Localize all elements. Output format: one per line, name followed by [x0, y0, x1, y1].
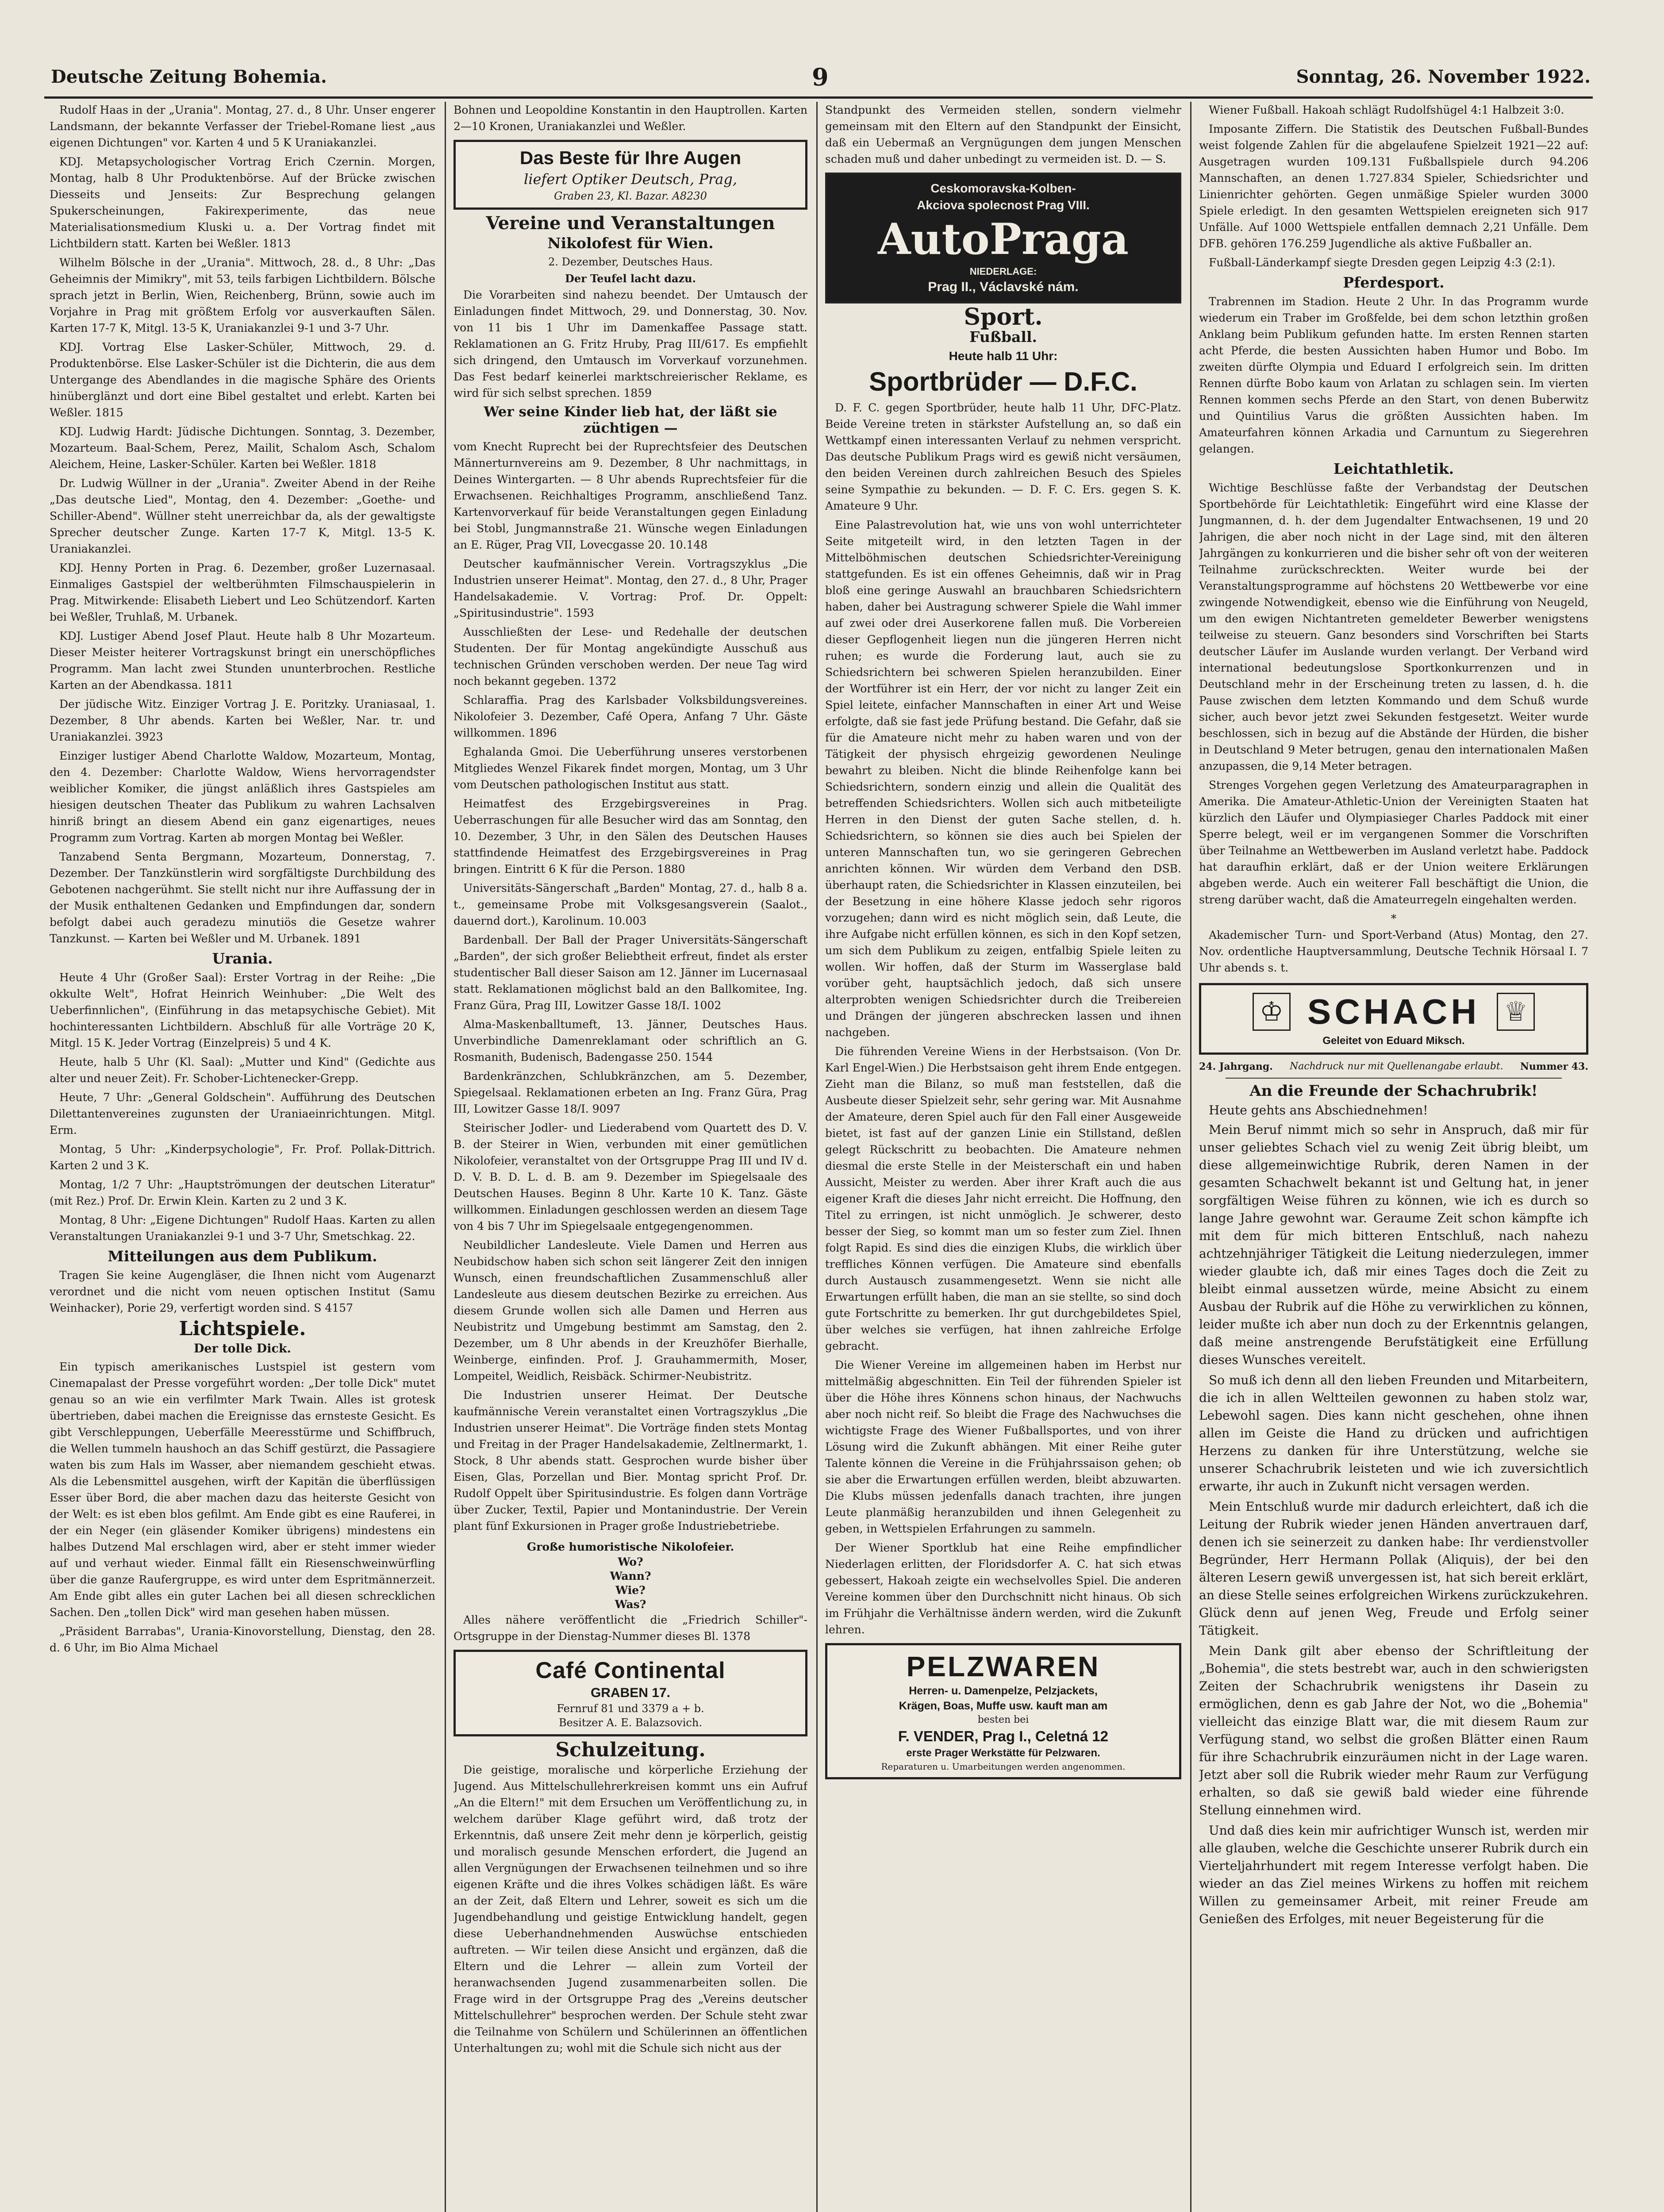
notice: Tanzabend Senta Bergmann, Mozarteum, Donnerstag, 7. Dezember. Der Tanzkünstlerin wird sorgfältigste Durchbildung des Gebotenen nachgerühmt. Sie stellt nicht nur ihre Auffassung der in der Musik enthaltenen Gedanken und Empfindungen dar, sondern befolgt dabei auch geradezu minutiös die Gesetze wahrer Tanzkunst. — Karten bei Weßler und M. Urbanek. 1891 — [50, 850, 435, 945]
notice: Wilhelm Bölsche in der „Urania". Mittwoch, 28. d., 8 Uhr: „Das Geheimnis der Mimikry", mit 53, teils farbigen Lichtbildern. Bölsche sprach jetzt in Berlin, Wien, Reichenberg, Brünn, sowie auch im Vorjahre in Prag mit größtem Erfolg vor ausverkauften Sälen. Karten 17-7 K, Mitgl. 13-5 K, Uraniakanzlei 9-1 und 3-7 Uhr. — [50, 256, 435, 334]
notice: Dr. Ludwig Wüllner in der „Urania". Zweiter Abend in der Reihe „Das deutsche Lied", Montag, den 4. Dezember: „Goethe- und Schiller-Abend". Wüllner steht unerreichbar da, als der gewaltigste Sprecher deutscher Zunge. Karten 17-7 K, Mitgl. 13-5 K. Uraniakanzlei. — [50, 477, 435, 555]
article-text: Der Wiener Sportklub hat eine Reihe empfindlicher Niederlagen erlitten, der Floridsdorfer A. C. hat sich etwas gebessert, Hakoah zeigte ein wechselvolles Spiel. Die anderen Vereine kommen über den Durchschnitt nicht hinaus. Ob sich im Frühjahr die Verhältnisse ändern werden, wird die Zukunft lehren. — [825, 1541, 1181, 1636]
article-title: Wer seine Kinder lieb hat, der läßt sie züchtigen — — [484, 404, 777, 436]
ad-label: NIEDERLAGE: — [969, 266, 1037, 277]
notice: KDJ. Ludwig Hardt: Jüdische Dichtungen. Sonntag, 3. Dezember, Mozarteum. Baal-Schem, Perez, Mailit, Schalom Asch, Schalom Aleichem, Heine, Lasker-Schüler. Karten bei Weßler. 1818 — [50, 425, 435, 471]
article-text: Eine Palastrevolution hat, wie uns von wohl unterrichteter Seite mitgeteilt wird, in den letzten Tagen in der Mittelböhmischen deutschen Schiedsrichter-Vereinigung stattgefunden. Es ist ein offenes Geheimnis, daß wir in Prag bloß eine geringe Auswahl an brauchbaren Schiedsrichtern haben, daher bei Austragung schwerer Spiele die Wahl immer auf zwei oder drei Auserkorene fallen muß. Die Vorbereien dieser Gepflogenheit liegen nun die jüngeren Herren nicht ruhen; es wurde die Forderung laut, auch sie zu Schiedsrichtern bei schweren Spielen heranzubilden. Einer der Wortführer ist ein Herr, der vor nicht zu langer Zeit ein Spiel leitete, einfacher Mannschaften in einer Art und Weise erfolgte, daß sie fast jede Prüfung bestand. Die Gefahr, daß sie für die Amateure nicht mehr zu haben waren und von der Tätigkeit der physisch ehrgeizig gewordenen Neulinge bewahrt zu bleiben. Nicht die blinde Reihenfolge kann bei Schiedsrichtern, sondern einzig und allein die Qualität des betreffenden Schiedsrichters. Wollen sich auch mitbeteiligte Herren in den Dienst der guten Sache stellen, d. h. Schiedsrichtern, so können sie dies auch bei Spielen der unteren Mannschaften tun, wo sie geringeren Gebrechen anrichten können. Wir würden dem Verband den DSB. überhaupt raten, die Schiedsrichter in Klassen einzuteilen, bei der Besetzung in eine höhere Klasse jedoch sehr rigoros vorzugehen; dann wird es nicht möglich sein, daß Leute, die ihre Aufgabe nicht erfüllen können, es sich in den Kopf setzen, um sich dem Publikum zu zeigen, entfalbig Spiele leiten zu wollen. Wir hoffen, daß der Sturm im Wasserglase bald vorüber geht, hauptsächlich jedoch, daß sich unsere alterprobten wenigen Schiedsrichter durch die Treibereien und Drängen der jüngeren abschrecken lassen und ihnen nachgeben. — [825, 518, 1181, 1039]
article-text: Und daß dies kein mir aufrichtiger Wunsch ist, werden mir alle glauben, welche die Geschichte unserer Rubrik durch ein Vierteljahrhundert mit regem Interesse verfolgt haben. Die wieder an das Ziel meines Wirkens zu hoffen mit reichem Willen zu gemeinsamer Arbeit, mit reiner Freude am Genießen des Erfolges, mit neuer Begeisterung für die — [1199, 1823, 1588, 1926]
article-text: Wichtige Beschlüsse faßte der Verbandstag der Deutschen Sportbehörde für Leichtathletik: Eingeführt wird eine Klasse der Jungmannen, d. h. der dem Jugendalter Entwachsenen, 19 und 20 Jahrigen, die aber noch nicht in der Lage sind, mit den älteren Jahrgängen zu konkurrieren und die bisher sehr oft von der weiteren Teilnahme zurückschreckten. Weiter wurde bei der Veranstaltungsprogramme auf höchstens 20 Wettbewerbe vor eine zwingende Notwendigkeit, ebenso wie die Einführung von Neugeld, um den ewigen Nichtantreten gemeldeter Bewerber wenigstens teilweise zu steuern. Ganz besonders sind Vorschriften bei Starts deutscher Läufer im Auslande wurden verlangt. Der Verband wird international bedeutungslose Sportkonkurrenzen und in Deutschland mehr in der Erscheinung treten zu lassen, d. h. die Pause zwischen dem letzten Kommando und dem Schuß wurde sicher, auch bevor jetzt zwei Sekunden festgesetzt. Weiter wurde beschlossen, sich in bezug auf die Abstände der Hürden, die bisher in Deutschland 9 Meter betrugen, genau den internationalen Maßen anzupassen, die 9,14 Meter betragen. — [1199, 481, 1588, 772]
article-title: Der tolle Dick. — [193, 1342, 291, 1356]
article-title: Nikolofest für Wien. — [547, 234, 714, 252]
ad-company: Akciova spolecnost Prag VIII. — [917, 198, 1090, 212]
notice: Alles nähere veröffentlicht die „Friedrich Schiller"-Ortsgruppe in der Dienstag-Nummer dieses Bl. 1378 — [453, 1613, 807, 1643]
issue-number: Nummer 43. — [1520, 1061, 1588, 1072]
section-heading-lichtspiele: Lichtspiele. — [179, 1317, 306, 1340]
notice: KDJ. Vortrag Else Lasker-Schüler, Mittwoch, 29. d. Produktenbörse. Else Lasker-Schüler ist die Dichterin, die aus dem Untergange des Abendlandes in die magische Sphäre des Orients hinüberglänzt und dort eine Bibel gestaltet und erlebt. Karten bei Weßler. 1815 — [50, 341, 435, 419]
notice: „Präsident Barrabas", Urania-Kinovorstellung, Dienstag, den 28. d. 6 Uhr, im Bio Alma Michael — [50, 1625, 435, 1654]
article-text: So muß ich denn all den lieben Freunden und Mitarbeitern, die ich in allen Weltteilen gewonnen zu haben stolz war, Lebewohl sagen. Dies kann nicht geschehen, ohne ihnen allen im Geiste die Hand zu drücken und aufrichtigen Herzens zu danken für ihre Unterstützung, welche sie unserer Schachrubrik leisteten und wie ich zuversichtlich erwarte, ihr auch in Zukunft nicht versagen werden. — [1199, 1373, 1588, 1494]
article-text: Trabrennen im Stadion. Heute 2 Uhr. In das Programm wurde wiederum ein Traber im Großfelde, bei dem schon letzthin großen Anklang beim Publikum gefunden hatte. Im ersten Rennen starten acht Pferde, die besten Aussichten haben Humor und Bobo. Im zweiten dürfte Olympia und Eduard I erfolgreich sein. Im dritten Rennen dürfte Bobo kaum von Arlatan zu schlagen sein. Im vierten Rennen kommen sechs Pferde an den Start, von denen Buberwitz und Quintilius Varus die größten Aussichten haben. Im Amateurfahren können Arkadia und Carnuntum zu Siegerehren gelangen. — [1199, 295, 1588, 455]
notice: Fußball-Länderkampf siegte Dresden gegen Leipzig 4:3 (2:1). — [1209, 256, 1556, 269]
notice: Heimatfest des Erzgebirgsvereines in Prag. Ueberraschungen für alle Besucher wird das am Sonntag, den 10. Dezember, 3 Uhr, in den Sälen des Deutschen Hauses stattfindende Heimatfest des Erzgebirgsvereines in Prag bringen. Eintritt 6 K für die Person. 1880 — [453, 797, 807, 876]
ad-title: Das Beste für Ihre Augen — [519, 147, 742, 168]
ad-line: Herren- u. Damenpelze, Pelzjackets, — [909, 1685, 1098, 1697]
column-4 — [1199, 102, 1588, 2212]
notice: KDJ. Henny Porten in Prag. 6. Dezember, großer Luzernasaal. Einmaliges Gastspiel der weltberühmten Filmschauspielerin in Prag. Mitwirkende: Elisabeth Liebert und Leo Schützendorf. Karten bei Weßler, Truhlaß, M. Urbanek. — [50, 561, 435, 623]
article-text: Strenges Vorgehen gegen Verletzung des Amateurparagraphen in Amerika. Die Amateur-Athletic-Union der Vereinigten Staaten hat kürzlich den Läufer und Olympiasieger Charles Paddock mit einer Sperre belegt, weil er im vergangenen Sommer die Vorschriften über Teilnahme an Wettbewerben im Ausland verletzt habe. Paddock hat daraufhin erklärt, daß er der Union weitere Erklärungen abgeben werde. Auch ein weiterer Fall beschäftigt die Union, die streng darüber wacht, daß die Amateurregeln eingehalten werden. — [1199, 779, 1588, 906]
cafe-continental-advertisement — [453, 1650, 807, 1736]
column-2 — [453, 102, 807, 2212]
page-header — [51, 63, 1591, 93]
ad-line: Reparaturen u. Umarbeitungen werden angenommen. — [881, 1761, 1126, 1772]
event-title: Große humoristische Nikolofeier. — [526, 1540, 734, 1553]
page-number: 9 — [812, 63, 829, 91]
notice: Universitäts-Sängerschaft „Barden" Montag, 27. d., halb 8 a. t., gemeinsame Probe mit Volksgesangsverein (Saalot., dauernd dort.), Karolinum. 10.003 — [453, 882, 807, 927]
ad-address: Graben 23, Kl. Bazar. A8230 — [554, 190, 707, 202]
ad-title: PELZWAREN — [906, 1651, 1100, 1682]
notice: Rudolf Haas in der „Urania". Montag, 27. d., 8 Uhr. Unser engerer Landsmann, der bekannte Verfasser der Triebel-Romane liest „aus eigenen Dichtungen" vor. Karten 4 und 5 K Uraniakanzlei. — [50, 104, 435, 149]
notice: Montag, 5 Uhr: „Kinderpsychologie", Fr. Prof. Pollak-Dittrich. Karten 2 und 3 K. — [50, 1143, 435, 1172]
ad-subtitle: liefert Optiker Deutsch, Prag, — [523, 171, 738, 188]
article-text: Die Wiener Vereine im allgemeinen haben im Herbst nur mittelmäßig abgeschnitten. Ein Teil der führenden Spieler ist über die Höhe ihres Könnens schon hinaus, der Nachwuchs aber noch nicht reif. So bleibt die Frage des Nachwuchses die wichtigste Frage des Wiener Fußballsportes, und von ihrer Lösung wird die Zukunft abhängen. Mit einer Reihe guter Talente können die Vereine in die Frühjahrssaison gehen; ob sie aber die Erwartungen erfüllen werden, bleibt abzuwarten. Die Klubs müssen jedenfalls danach trachten, ihre jungen Leute planmäßig heranzubilden und ihnen Gelegenheit zu geben, in Wettspielen Erfahrungen zu sammeln. — [825, 1359, 1181, 1535]
ad-line: besten bei — [977, 1714, 1029, 1725]
ad-phone: Fernruf 81 und 3379 a + b. — [557, 1702, 704, 1715]
chess-king-icon: ♔ — [1253, 993, 1291, 1031]
event-date: 2. Dezember, Deutsches Haus. — [548, 256, 713, 268]
ad-line: Krägen, Boas, Muffe usw. kauft man am — [899, 1700, 1108, 1712]
notice: Imposante Ziffern. Die Statistik des Deutschen Fußball-Bundes weist folgende Zahlen für die abgelaufene Spielzeit 1921—22 auf: Ausgetragen wurden 109.131 Fußballspiele durch 94.206 Mannschaften, an denen 1.727.834 Spieler, Schiedsrichter und Linienrichter gehörten. Gegen unmäßige Spieler wurden 3000 Spiele erledigt. In den gesamten Wettspielen ereigneten sich 917 Unfälle. Auf 1000 Wettspiele entfallen demnach 2,21 Unfälle. Dem DFB. gehören 176.259 Jugendliche als aktive Fußballer an. — [1199, 123, 1588, 250]
notice: KDJ. Lustiger Abend Josef Plaut. Heute halb 8 Uhr Mozarteum. Dieser Meister heiterer Vortragskunst bringt ein unerschöpfliches Programm. Man lacht zwei Stunden ununterbrochen. Restliche Karten an der Abendkassa. 1811 — [50, 630, 435, 691]
notice: Montag, 8 Uhr: „Eigene Dichtungen" Rudolf Haas. Karten zu allen Veranstaltungen Uraniakanzlei 9-1 und 3-7 Uhr, Smetschkag. 22. — [50, 1214, 435, 1243]
subsection-heading-fussball: Fußball. — [969, 328, 1037, 346]
column-rule — [445, 102, 446, 2212]
ad-company: Ceskomoravska-Kolben- — [930, 181, 1076, 195]
ad-address: Prag II., Václavské nám. — [928, 280, 1079, 294]
volume: 24. Jahrgang. — [1199, 1061, 1273, 1072]
notice: Bohnen und Leopoldine Konstantin in den Hauptrollen. Karten 2—10 Kronen, Uraniakanzlei und Weßler. — [453, 104, 807, 133]
header-rule — [44, 96, 1593, 99]
notice: Der jüdische Witz. Einziger Vortrag J. E. Poritzky. Uraniasaal, 1. Dezember, 8 Uhr abends. Karten bei Weßler, Nar. tr. und Uraniakanzlei. 3923 — [50, 698, 435, 743]
section-heading-sport: Sport. — [964, 303, 1043, 330]
notice: Neubildlicher Landesleute. Viele Damen und Herren aus Neubidschow haben sich schon seit längerer Zeit den innigen Wunsch, einen freundschaftlichen Zusammenschluß aller Landesleute aus diesem deutschen Bezirke zu erreichen. Aus diesem Grunde wollen sich alle Damen und Herren aus Neubistritz und Umgebung bestimmt am Samstag, den 2. Dezember, um 8 Uhr abends in der Kreuzhöfer Bierhalle, Weinberge, einfinden. Prof. J. Grauhammermith, Moser, Lompeitel, Weidlich, Reisbäck. Schirmer-Neubistritz. — [453, 1239, 807, 1382]
notice: Steirischer Jodler- und Liederabend vom Quartett des D. V. B. der Steirer in Wien, verbunden mit einer gemütlichen Nikolofeier, veranstaltet von der Ortsgruppe Prag III und IV d. D. V. B. D. L. d. B. am 9. Dezember im Spiegelsaale des Deutschen Hauses. Beginn 8 Uhr. Karte 10 K. Tanz. Gäste willkommen. Einladungen geschlossen werden an diesem Tage von 4 bis 7 Uhr im Spiegelsaale entgegengenommen. — [453, 1121, 807, 1233]
separator-asterisk: * — [1391, 912, 1397, 925]
notice: Bardenkränzchen, Schlubkränzchen, am 5. Dezember, Spiegelsaal. Reklamationen erbeten an Ing. Franz Güra, Prag III, Lowitzer Gasse 18/I. 9097 — [453, 1070, 807, 1115]
subsection-heading-pferdesport: Pferdesport. — [1343, 274, 1445, 291]
article-text: Ein typisch amerikanisches Lustspiel ist gestern vom Cinemapalast der Presse vorgeführt worden: „Der tolle Dick" mutet genau so an wie ein verfilmter Mark Twain. Alles ist grotesk übertrieben, dabei machen die Ereignisse das ernsteste Gesicht. Es gibt Verschleppungen, Ueberfälle Meeresstürme und Schiffbruch, die Wellen tummeln haushoch an das Schiff gestürzt, die Passagiere waten bis zum Hals im Wasser, aber niemandem geschieht etwas. Als die Lebensmittel ausgehen, wirft der Kapitän die überflüssigen Esser über Bord, die aber machen dazu das heiterste Gesicht von der Welt: es ist eben blos gefilmt. Am Ende gibt es eine Rauferei, in der ein Neger (ein gläsender Komiker übrigens) mindestens ein halbes Dutzend Mal erschlagen wird, aber er steht immer wieder auf und verhaut wieder. Einmal fällt ein Riesenschweinwürfling über die ganze Raufergruppe, es wird unter dem Espritmännerzeit. Am Ende gibt alles ein guter Lachen bei all diesen schrecklichen Sachen. Den „tollen Dick" wird man gesehen haben müssen. — [50, 1360, 435, 1619]
notice: Die Industrien unserer Heimat. Der Deutsche kaufmännische Verein veranstaltet einen Vortragszyklus „Die Industrien unserer Heimat". Die Vorträge finden stets Montag und Freitag in der Prager Handelsakademie, Zeltlnermarkt, 1. Stock, 8 Uhr abends statt. Gesprochen wurde bisher über Eisen, Glas, Porzellan und Bier. Montag spricht Prof. Dr. Rudolf Oppelt über Spiritusindustrie. Es folgen dann Vorträge über Zucker, Textil, Papier und Montanindustrie. Der Verein plant fünf Exkursionen in Prager große Industriebetriebe. — [453, 1389, 807, 1532]
notice: Ausschließten der Lese- und Redehalle der deutschen Studenten. Der für Montag angekündigte Ausschuß aus technischen Gründen verschoben werden. Der neue Tag wird noch bekannt gegeben. 1372 — [453, 626, 807, 687]
divider — [1226, 1078, 1562, 1079]
section-heading-schulzeitung: Schulzeitung. — [555, 1739, 706, 1761]
notice: Deutscher kaufmännischer Verein. Vortragszyklus „Die Industrien unserer Heimat". Montag, den 27. d., 8 Uhr, Prager Handelsakademie. V. Vortrag: Prof. Dr. Oppelt: „Spiritusindustrie". 1593 — [453, 557, 807, 619]
article-text: Mein Dank gilt aber ebenso der Schriftleitung der „Bohemia", die stets bestrebt war, auch in den schwierigsten Zeiten der Schachrubrik wenigstens ihr Dasein zu ermöglichen, denn es gab Jahre der Not, wo die „Bohemia" vielleicht das einzige Blatt war, die mit diesem Raum zur Verfügung stand, wo selbst die großen Blätter einen Raum für ihre Schachrubrik einzuräumen nicht in der Lage waren. Jetzt aber soll die Rubrik wieder mehr Raum zur Verfügung erhalten, so daß sie gewiß bald wieder eine führende Stellung einnehmen wird. — [1199, 1644, 1588, 1817]
notice: vom Knecht Ruprecht bei der Ruprechtsfeier des Deutschen Männerturnvereins am 9. Dezember, 8 Uhr nachmittags, in Deines Wintergarten. — 8 Uhr abends Ruprechtsfeier für die Erwachsenen. Reichhaltiges Programm, anschließend Tanz. Kartenvorverkauf für beide Veranstaltungen gegen Einladung bei Stobl, Jungmannstraße 21. Wünsche wegen Einladungen an E. Rüger, Prag VII, Lovecgasse 20. 10.148 — [453, 440, 807, 551]
notice: Alma-Maskenballtumeft, 13. Jänner, Deutsches Haus. Unverbindliche Damenreklamant oder schriftlich an G. Rosmanith, Budenisch, Badengasse 250. 1544 — [453, 1018, 807, 1064]
article-text: Die geistige, moralische und körperliche Erziehung der Jugend. Aus Mittelschullehrerkreisen kommt uns ein Aufruf „An die Eltern!" mit dem Ersuchen um Veröffentlichung zu, in welchem darüber Klage geführt wird, daß trotz der Erkenntnis, daß unsere Zeit mehr denn je körperlich, geistig und moralisch gesunde Menschen erfordert, die Jugend an allen Vergnügungen der Erwachsenen teilnehmen und so ihre eigenen Kräfte und die ihres Volkes schädigen läßt. Es wäre an der Zeit, daß Eltern und Lehrer, soweit es sich um die Jugendbehandlung und geistige Entwicklung handelt, gegen diese Ueberhandnehmenden Auswüchse entschieden auftreten. — Wir teilen diese Ansicht und ergänzen, daß die Eltern und die Lehrer — allein zum Vorteil der heranwachsenden Jugend zusammenarbeiten sollen. Die Frage wird in der Ortsgruppe Prag des „Vereins deutscher Mittelschullehrer" besprochen werden. Der Schule steht zwar die Teilnahme von Schülern und Schülerinnen an öffentlichen Unterhaltungen zu; wohl mit die Schule sich nicht aus der — [453, 1763, 807, 2055]
ad-line: erste Prager Werkstätte für Pelzwaren. — [906, 1747, 1100, 1759]
article-text: Mein Entschluß wurde mir dadurch erleichtert, daß ich die Leitung der Rubrik wieder jenen Händen anvertrauen darf, denen ich sie seinerzeit zu danken habe: Ihr verdienstvoller Begründer, Herr Hermann Pollak (Aliquis), der bei den älteren Lesern gewiß unvergessen ist, hat sich bereit erklärt, an diese Stelle seines erfolgreichen Wirkens zurückzukehren. Glück denn auf jenen Weg, Freude und Erfolg seiner Tätigkeit. — [1199, 1499, 1588, 1638]
article-text: Heute gehts ans Abschiednehmen! — [1209, 1103, 1428, 1118]
notice: Akademischer Turn- und Sport-Verband (Atus) Montag, den 27. Nov. ordentliche Hauptversammlung, Deutsche Technik Hörsaal I. 7 Uhr abends s. t. — [1199, 929, 1588, 974]
notice: Standpunkt des Vermeiden stellen, sondern vielmehr gemeinsam mit den Eltern auf den Standpunkt der Einsicht, daß ein Uebermaß an Vergnügungen dem jungen Menschen schaden muß und daher unbedingt zu vermeiden ist. D. — S. — [825, 104, 1181, 165]
ad-title: Café Continental — [535, 1658, 726, 1683]
column-3 — [825, 102, 1181, 2212]
notice: Schlaraffia. Prag des Karlsbader Volksbildungsvereines. Nikolofeier 3. Dezember, Café Opera, Anfang 7 Uhr. Gäste willkommen. 1896 — [453, 694, 807, 739]
article-title: An die Freunde der Schachrubrik! — [1249, 1082, 1538, 1100]
notice: Eghalanda Gmoi. Die Ueberführung unseres verstorbenen Mitgliedes Wenzel Fikarek findet morgen, Montag, um 3 Uhr vom Deutschen pathologischen Institut aus statt. — [453, 745, 807, 791]
match-time: Heute halb 11 Uhr: — [949, 349, 1058, 363]
article-text: D. F. C. gegen Sportbrüder, heute halb 11 Uhr, DFC-Platz. Beide Vereine treten in stärkster Aufstellung an, so daß ein Wettkampf einen interessanten Verlauf zu nehmen verspricht. Das deutsche Publikum Prags wird es gewiß nicht versäumen, den beiden Vereinen durch zahlreichen Besuch des Spieles seine Sympathie zu bekunden. — D. F. C. Ers. gegen S. K. Amateure 9 Uhr. — [825, 401, 1181, 512]
section-heading-urania: Urania. — [212, 950, 273, 967]
reprint-note: Nachdruck nur mit Quellenangabe erlaubt. — [1289, 1061, 1503, 1072]
issue-date: Sonntag, 26. November 1922. — [1296, 66, 1591, 87]
notice: Heute, 7 Uhr: „General Goldschein". Aufführung des Deutschen Dilettantenvereines zugunsten der Uraniaeinrichtungen. Mitgl. Erm. — [50, 1091, 435, 1137]
autopraga-advertisement — [825, 173, 1181, 303]
section-heading-vereine: Vereine und Veranstaltungen — [486, 213, 775, 234]
notice: Bardenball. Der Ball der Prager Universitäts-Sängerschaft „Barden", der sich großer Beliebtheit erfreut, findet als erster studentischer Ball dieser Saison am 12. Jänner im Lucernasaal statt. Reklamationen möglichst bald an den Ballkomitee, Ing. Franz Güra, Prag III, Lowitzer Gasse 18/I. 1002 — [453, 933, 807, 1012]
notice: Die Vorarbeiten sind nahezu beendet. Der Umtausch der Einladungen findet Mittwoch, 29. und Donnerstag, 30. Nov. von 11 bis 1 Uhr im Damenkaffee Passage statt. Reklamationen an G. Fritz Hruby, Prag III/617. Es empfiehlt sich dringend, den Umtausch im Vorverkauf vorzunehmen. Das Fest bedarf keinerlei marktschreierischer Reklame, es wird für sich selbst sprechen. 1859 — [453, 288, 807, 399]
notice: Wiener Fußball. Hakoah schlägt Rudolfshügel 4:1 Halbzeit 3:0. — [1209, 104, 1564, 116]
subsection-heading-leichtathletik: Leichtathletik. — [1333, 460, 1454, 477]
column-rule — [1190, 102, 1191, 2212]
article-text: Die führenden Vereine Wiens in der Herbstsaison. (Von Dr. Karl Engel-Wien.) Die Herbstsaison geht ihrem Ende entgegen. Zieht man die Bilanz, so muß man feststellen, daß die Ausbeute dieser Spielzeit sehr, sehr gering war. Mit Ausnahme der Amateure, deren Spiel auch für den Fall einer Ausgeweide bietet, ist fast auf der ganzen Linie ein Stillstand, deßlen gelegt Rückschritt zu beobachten. Die Amateure nehmen diesmal die erste Stelle in der Meisterschaft ein und haben Aussicht, Meister zu werden. Aber ihrer Kraft auch die aus eigener Kraft die dieses Jahr nicht erreicht. Die Hoffnung, den Titel zu erringen, ist nicht unmöglich. Je schwerer, desto besser der Sieg, so kommt man um so fester zum Ziel. Ihnen folgt Rapid. Es sind dies die einzigen Klubs, die wirklich über treffliches Können verfügen. Die Amateure sind ebenfalls durch Austausch zusammengesetzt. Wenn sie nicht alle Erwartungen erfüllt haben, die man an sie stellte, so sind doch gute Fortschritte zu bemerken. Ihr gut durchgebildetes Spiel, über welches sie verfügen, hat ihnen zahlreiche Erfolge gebracht. — [825, 1045, 1181, 1352]
article-text: Mein Beruf nimmt mich so sehr in Anspruch, daß mir für unser geliebtes Schach viel zu wenig Zeit übrig bleibt, um diese allgemeinwichtige Rubrik, deren Namen in der gesamten Schachwelt bekannt ist und Geltung hat, in jener sorgfältigen Weise führen zu können, wie ich es durch so lange Jahre gewohnt war. Geraume Zeit schon kämpfte ich mit dem für mich bitteren Entschluß, nach nahezu achtzehnjähriger Tätigkeit die Leitung niederzulegen, immer wieder glaubte ich, daß mir eines Tages doch die Zeit zu bleibt einmal aussetzen würde, meine Absicht zu einem Ausbau der Rubrik auf die Höhe zu verwirklichen zu können, leider mußte ich aber nun doch zu der Erkenntnis gelangen, daß meine anstrengende Berufstätigkeit eine Erfüllung dieses Wunsches vereitelt. — [1199, 1122, 1588, 1367]
section-heading-mitteilungen: Mitteilungen aus dem Publikum. — [108, 1248, 377, 1265]
event-motto: Der Teufel lacht dazu. — [565, 272, 696, 285]
masthead: Deutsche Zeitung Bohemia. — [51, 66, 327, 87]
event-questions: Wo? Wann? Wie? Was? — [610, 1555, 651, 1611]
schach-banner — [1199, 983, 1588, 1055]
pelzwaren-advertisement — [825, 1643, 1181, 1779]
notice: KDJ. Metapsychologischer Vortrag Erich Czernin. Morgen, Montag, halb 8 Uhr Produktenbörse. Auf der Brücke zwischen Diesseits und Jenseits: Zur Besprechung gelangen Spukerscheinungen, Fakirexperimente, das neue Materialisationsmedium Kluski u. a. Der Vortrag findet mit Lichtbildern statt. Karten bei Weßler. 1813 — [50, 155, 435, 250]
notice: Tragen Sie keine Augengläser, die Ihnen nicht vom Augenarzt verordnet und die nicht vom neuen optischen Institut (Samu Weinhacker), Porie 29, verfertigt worden sind. S 4157 — [50, 1269, 435, 1314]
column-1 — [50, 102, 435, 2212]
ad-subtitle: GRABEN 17. — [590, 1686, 671, 1700]
notice: Heute 4 Uhr (Großer Saal): Erster Vortrag in der Reihe: „Die okkulte Welt", Hofrat Heinrich Weinhuber: „Die Welt des Ueberfinnlichen", (Einführung in das metapsychische Gebiet). Mit hochinteressanten Lichtbildern. Abschluß für alle Vorträge 20 K, Mitgl. 15 K. Jeder Vortrag (Einzelpreis) 5 und 4 K. — [50, 971, 435, 1049]
optiker-advertisement — [453, 140, 807, 210]
chess-meta — [1199, 1060, 1588, 1073]
ad-name: F. VENDER, Prag I., Celetná 12 — [898, 1728, 1108, 1744]
chess-queen-icon: ♕ — [1497, 993, 1535, 1031]
column-rule — [816, 102, 818, 2212]
ad-owner: Besitzer A. E. Balazsovich. — [559, 1717, 702, 1729]
notice: Heute, halb 5 Uhr (Kl. Saal): „Mutter und Kind" (Gedichte aus alter und neuer Zeit). Fr. Schober-Lichtenecker-Grepp. — [50, 1056, 435, 1085]
notice: Montag, 1/2 7 Uhr: „Hauptströmungen der deutschen Literatur" (mit Rez.) Prof. Dr. Erwin Klein. Karten zu 2 und 3 K. — [50, 1178, 435, 1207]
chess-editor: Geleitet von Eduard Miksch. — [1322, 1035, 1465, 1047]
chess-title: SCHACH — [1307, 992, 1480, 1031]
notice: Einziger lustiger Abend Charlotte Waldow, Mozarteum, Montag, den 4. Dezember: Charlotte Waldow, Wiens hervorragendster weiblicher Komiker, die jüngst anläßlich ihres Gastspieles am hiesigen deutschen Theater das Publikum zu wahren Lachsalven hinriß bringt an diesem Abend ein ganz eigenartiges, neues Programm zum Vortrag. Karten ab morgen Montag bei Weßler. — [50, 749, 435, 844]
ad-brand: AutoPraga — [878, 214, 1129, 264]
match-headline: Sportbrüder — D.F.C. — [869, 367, 1138, 396]
